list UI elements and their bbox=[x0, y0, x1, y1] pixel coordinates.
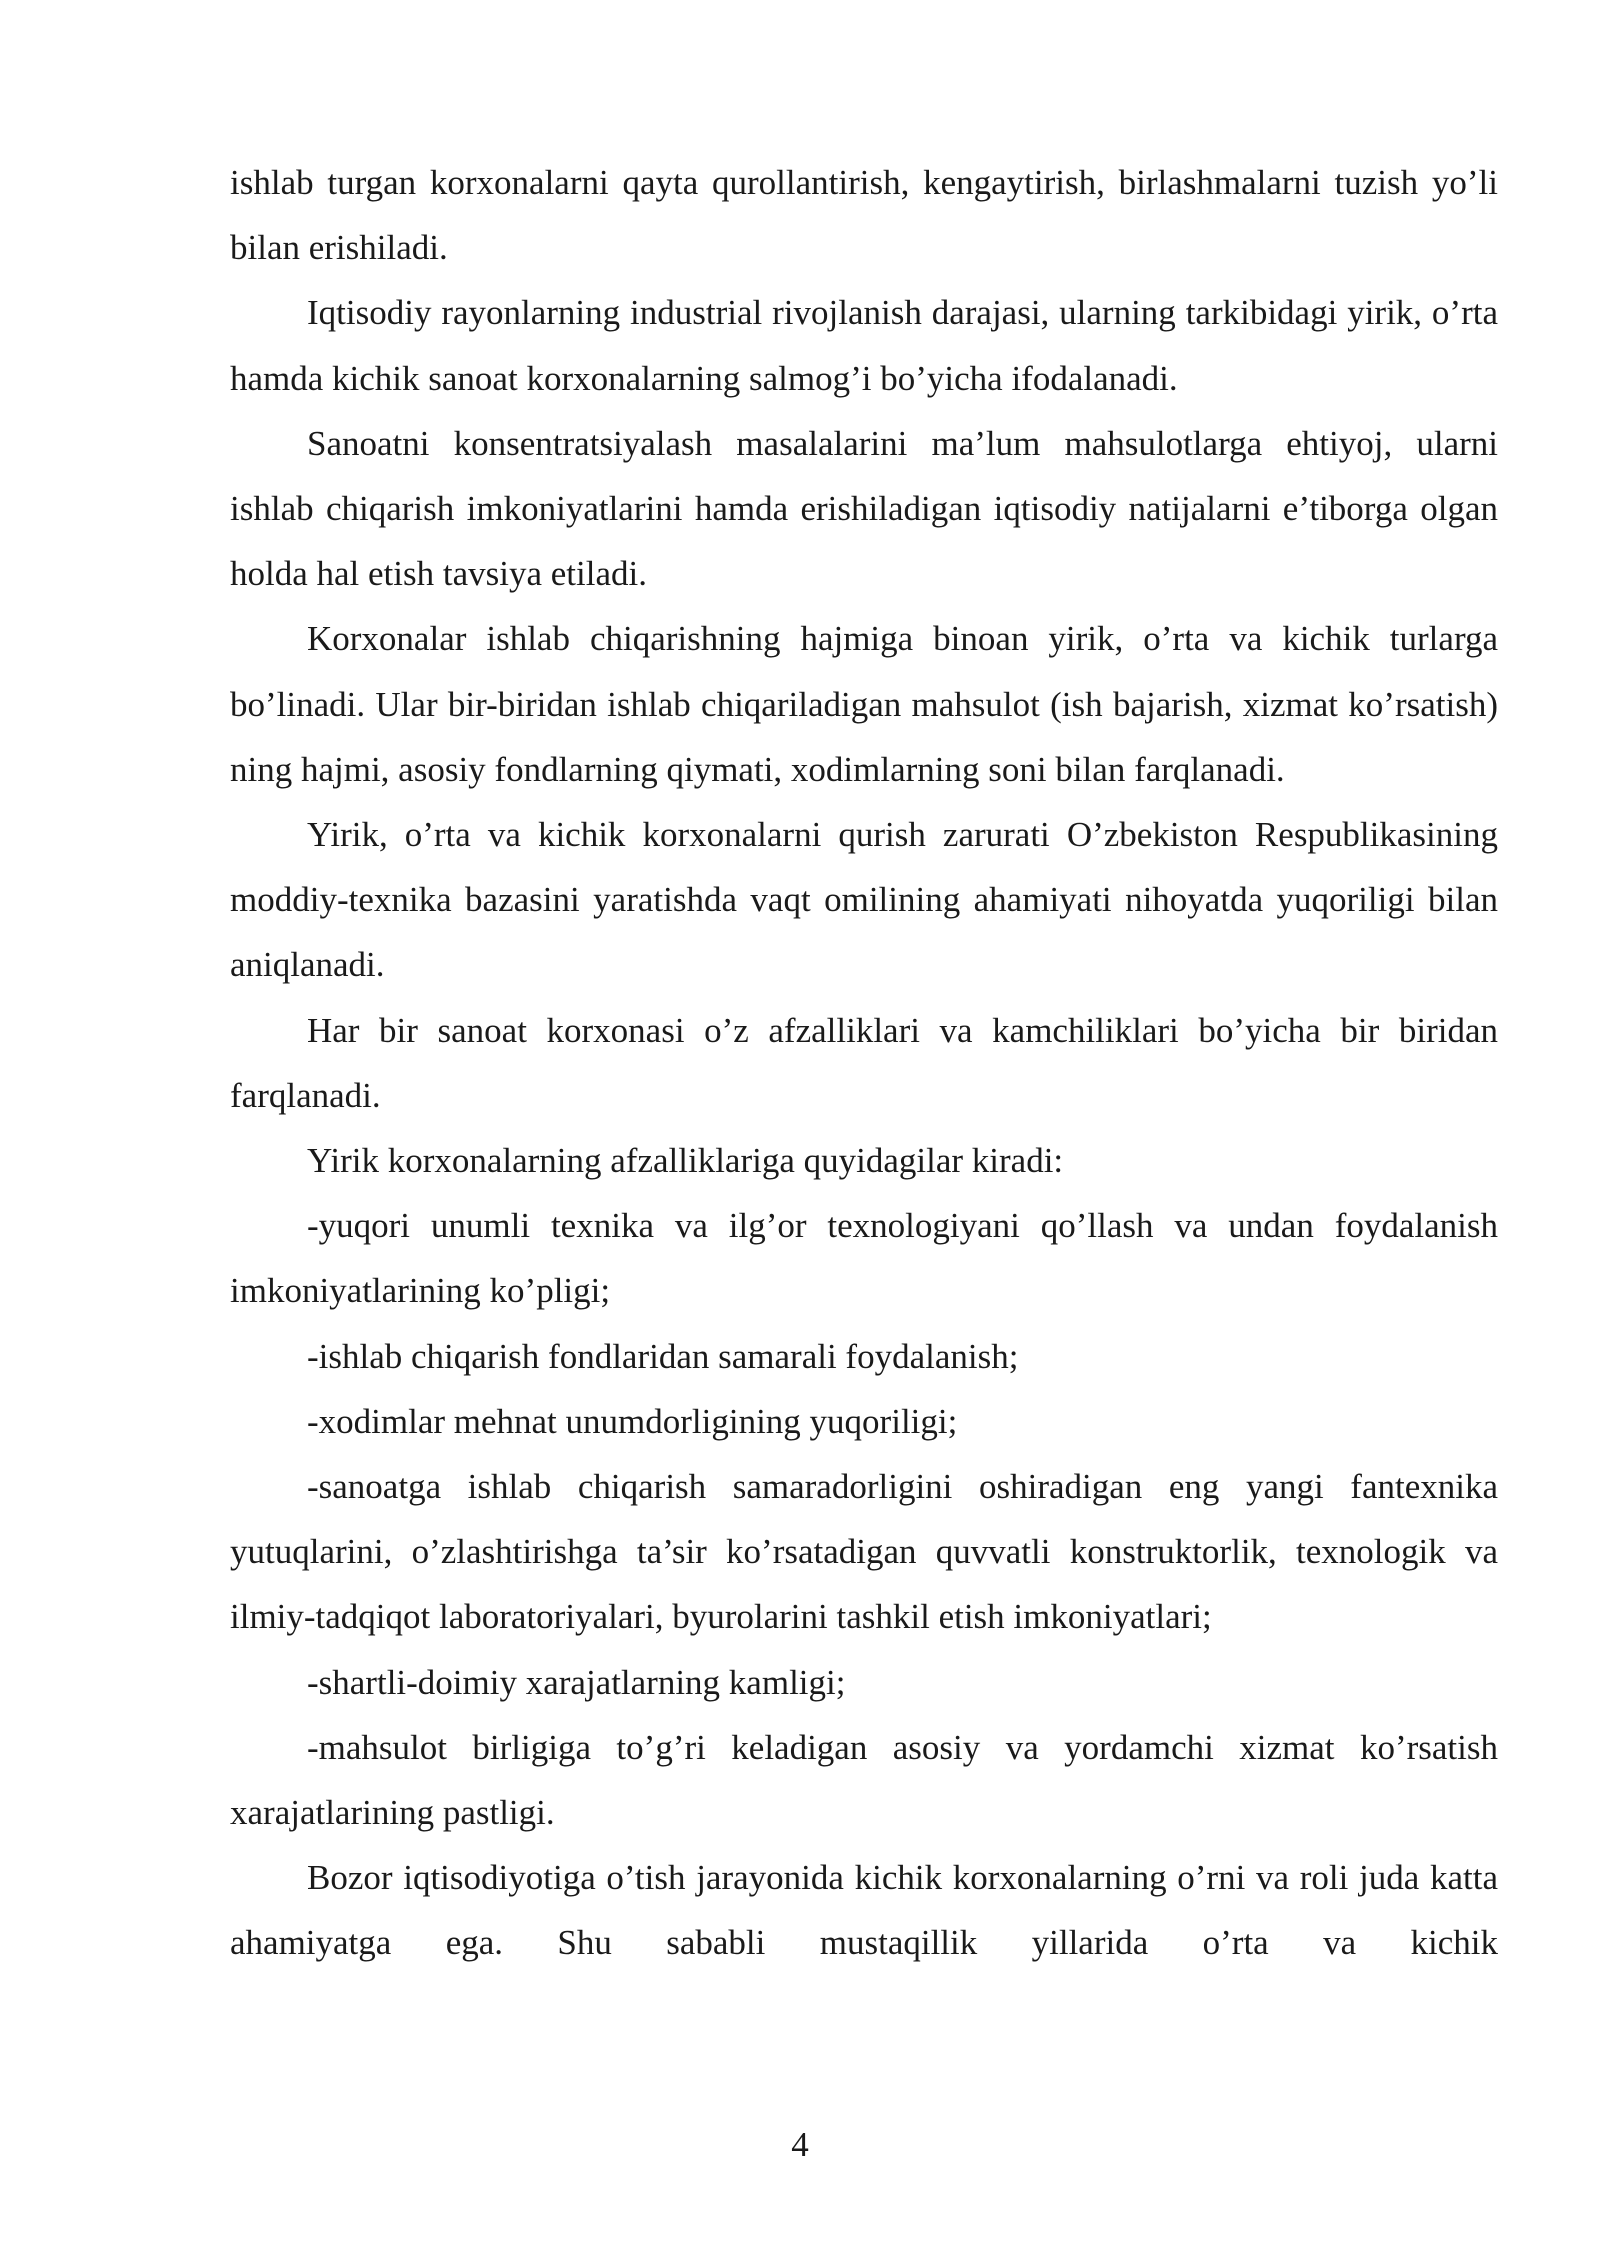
list-item: -ishlab chiqarish fondlaridan samarali foydalanish; bbox=[307, 1336, 1019, 1376]
paragraph: ishlab turgan korxonalarni qayta qurollantirish, kengaytirish, birlashmalarni tuzish yo’li bilan erishiladi. bbox=[230, 163, 1498, 268]
list-item: -mahsulot birligiga to’g’ri keladigan asosiy va yordamchi xizmat ko’rsatish xarajatlarining pastligi. bbox=[230, 1727, 1498, 1833]
page-number: 4 bbox=[791, 2125, 809, 2164]
list-item: -xodimlar mehnat unumdorligining yuqoriligi; bbox=[307, 1401, 958, 1441]
body-text bbox=[230, 150, 1498, 1976]
paragraph: Har bir sanoat korxonasi o’z afzalliklari va kamchiliklari bo’yicha bir biridan farqlanadi. bbox=[230, 1010, 1498, 1115]
paragraph: Yirik, o’rta va kichik korxonalarni qurish zarurati O’zbekiston Respublikasining moddiy-texnika bazasini yaratishda vaqt omilining ahamiyati nihoyatda yuqoriligi bilan aniqlanadi. bbox=[230, 815, 1498, 985]
paragraph: Korxonalar ishlab chiqarishning hajmiga binoan yirik, o’rta va kichik turlarga bo’linadi. Ular bir-biridan ishlab chiqariladigan mahsulot (ish bajarish, xizmat ko’rsatish) ning hajmi, asosiy fondlarning qiymati, xodimlarning soni bilan farqlanadi. bbox=[230, 619, 1498, 789]
paragraph: Bozor iqtisodiyotiga o’tish jarayonida kichik korxonalarning o’rni va roli juda katta ahamiyatga ega. Shu sababli mustaqillik yillarida o’rta va kichik bbox=[230, 1858, 1498, 1963]
paragraph: Yirik korxonalarning afzalliklariga quyidagilar kiradi: bbox=[307, 1141, 1064, 1181]
list-item: -yuqori unumli texnika va ilg’or texnologiyani qo’llash va undan foydalanish imkoniyatlarining ko’pligi; bbox=[230, 1206, 1498, 1311]
paragraph: Iqtisodiy rayonlarning industrial rivojlanish darajasi, ularning tarkibidagi yirik, o’rta hamda kichik sanoat korxonalarning salmog’i bo’yicha ifodalanadi. bbox=[230, 293, 1498, 398]
list-item: -sanoatga ishlab chiqarish samaradorligini oshiradigan eng yangi fantexnika yutuqlarini, o’zlashtirishga ta’sir ko’rsatadigan quvvatli konstruktorlik, texnologik va ilmiy-tadqiqot laboratoriyalari, byurolarini tashkil etish imkoniyatlari; bbox=[230, 1467, 1498, 1637]
paragraph: Sanoatni konsentratsiyalash masalalarini ma’lum mahsulotlarga ehtiyoj, ularni ishlab chiqarish imkoniyatlarini hamda erishiladigan iqtisodiy natijalarni e’tiborga olgan holda hal etish tavsiya etiladi. bbox=[230, 423, 1498, 594]
list-item: -shartli-doimiy xarajatlarning kamligi; bbox=[307, 1662, 846, 1702]
